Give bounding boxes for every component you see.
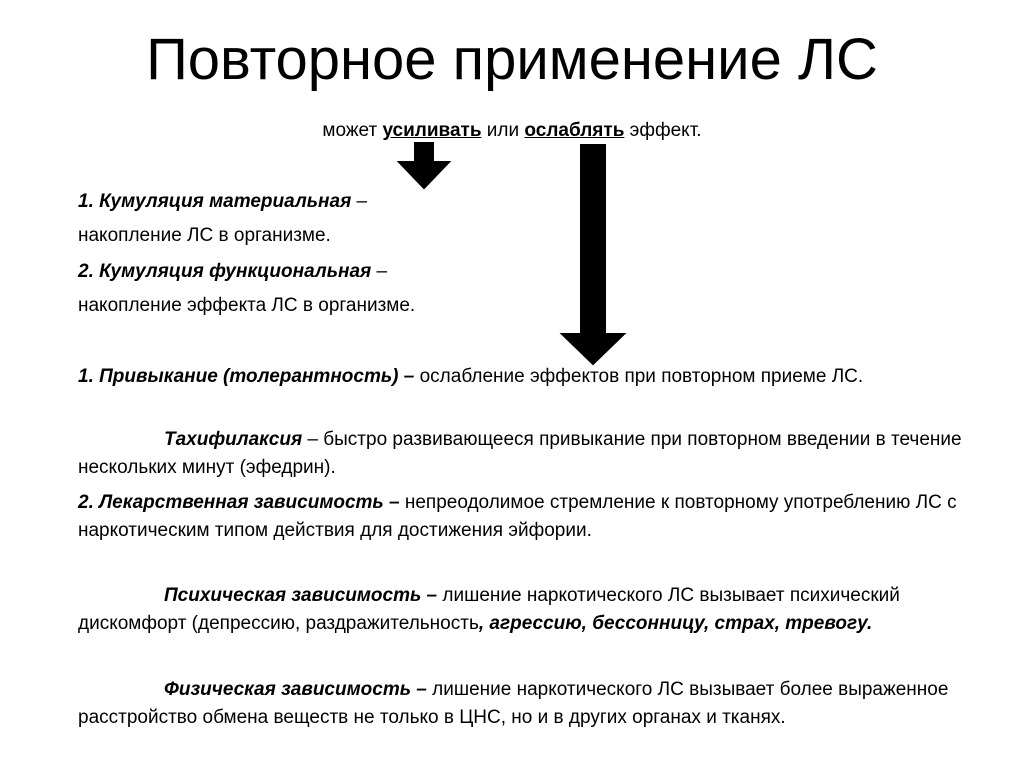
physical-def: лишение наркотического ЛС вызывает более выраженное расстройство обмена веществ не только в ЦНС, но и в других органах и тканях. xyxy=(78,679,949,728)
subtitle-weaken: ослаблять xyxy=(524,120,625,141)
tachyphylaxis-paragraph xyxy=(78,426,978,482)
tolerance-def: ослабление эффектов при повторном приеме ЛС. xyxy=(414,366,864,387)
psychic-def-bold: , агрессию, бессонницу, страх, тревогу. xyxy=(478,613,873,634)
long-arrow xyxy=(562,145,624,364)
cumulation-functional-line xyxy=(78,258,387,286)
subtitle-strengthen: усиливать xyxy=(382,120,482,141)
psychic-paragraph xyxy=(78,582,978,638)
psychic-term: Психическая зависимость – xyxy=(164,585,438,606)
cumulation-material-term: 1. Кумуляция материальная xyxy=(78,191,352,212)
subtitle xyxy=(0,118,1024,144)
psychic-def: лишение наркотического ЛС вызывает психический дискомфорт (депрессию, раздражительность xyxy=(78,585,900,634)
subtitle-middle: или xyxy=(481,120,525,141)
physical-paragraph xyxy=(78,676,978,732)
cumulation-functional-def: накопление эффекта ЛС в организме. xyxy=(78,295,416,316)
tolerance-paragraph xyxy=(78,363,978,391)
cumulation-material-line xyxy=(78,188,367,216)
tolerance-term: 1. Привыкание (толерантность) – xyxy=(78,366,415,387)
page-title: Повторное применение ЛС xyxy=(146,27,878,92)
cumulation-material-dash: – xyxy=(351,191,368,212)
dependence-def: непреодолимое стремление к повторному употреблению ЛС с наркотическим типом действия для достижения эйфории. xyxy=(78,492,957,541)
tachyphylaxis-def: – быстро развивающееся привыкание при повторном введении в течение нескольких минут (эфедрин). xyxy=(78,429,962,478)
tachyphylaxis-term: Тахифилаксия xyxy=(164,429,303,450)
subtitle-prefix: может xyxy=(322,120,383,141)
dependence-term: 2. Лекарственная зависимость – xyxy=(78,492,400,513)
subtitle-suffix: эффект. xyxy=(624,120,702,141)
dependence-paragraph xyxy=(78,489,978,545)
cumulation-functional-term: 2. Кумуляция функциональная xyxy=(78,261,372,282)
short-arrow xyxy=(399,143,449,188)
physical-term: Физическая зависимость – xyxy=(164,679,427,700)
cumulation-functional-dash: – xyxy=(371,261,388,282)
cumulation-material-def: накопление ЛС в организме. xyxy=(78,225,331,246)
